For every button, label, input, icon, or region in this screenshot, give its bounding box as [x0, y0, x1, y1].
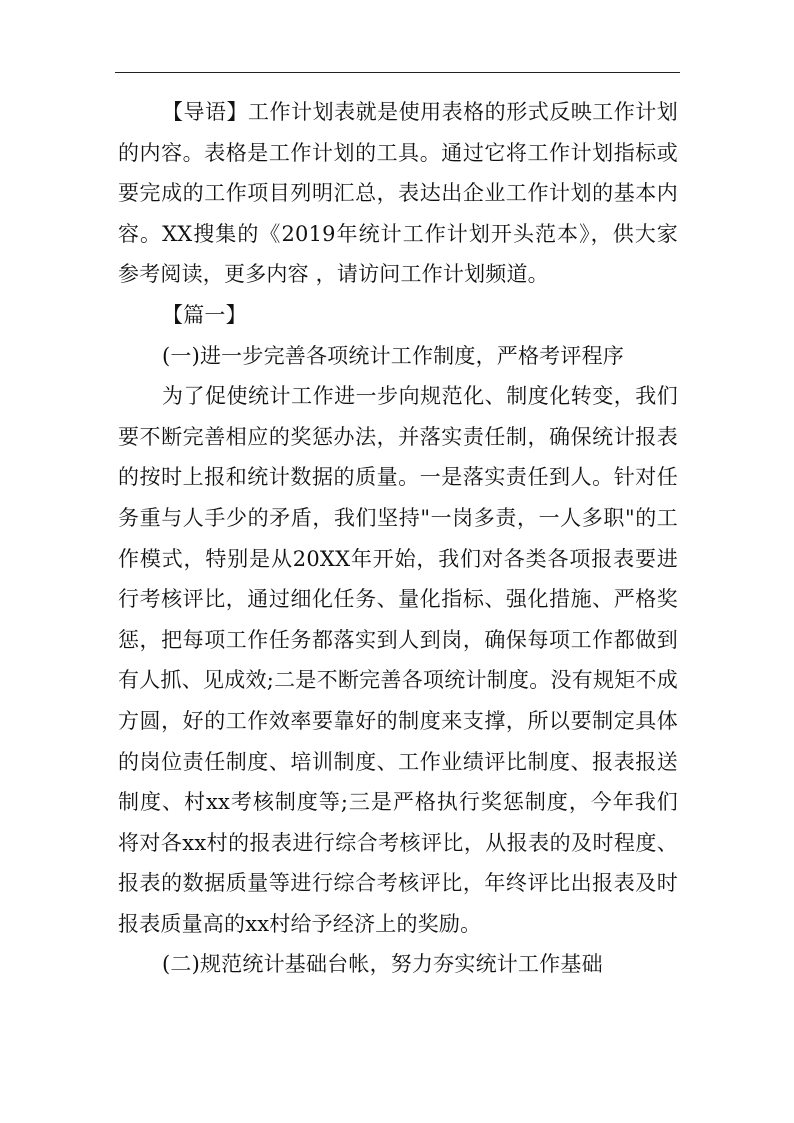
document-body: [118, 92, 678, 985]
header-rule: [115, 72, 680, 73]
intro-paragraph: 【导语】工作计划表就是使用表格的形式反映工作计划的内容。表格是工作计划的工具。通过它将工作计划指标或要完成的工作项目列明汇总，表达出企业工作计划的基本内容。XX搜集的《2019年统计工作计划开头范本》，供大家参考阅读，更多内容 ，请访问工作计划频道。: [118, 100, 678, 287]
part-label: 【篇一】: [162, 302, 247, 327]
body-paragraph-1: 为了促使统计工作进一步向规范化、制度化转变，我们要不断完善相应的奖惩办法，并落实责任制，确保统计报表的按时上报和统计数据的质量。一是落实责任到人。针对任务重与人手少的矛盾，我们坚持"一岗多责，一人多职"的工作模式，特别是从20XX年开始，我们对各类各项报表要进行考核评比，通过细化任务、量化指标、强化措施、严格奖惩，把每项工作任务都落实到人到岗，确保每项工作都做到有人抓、见成效;二是不断完善各项统计制度。没有规矩不成方圆，好的工作效率要靠好的制度来支撑，所以要制定具体的岗位责任制度、培训制度、工作业绩评比制度、报表报送制度、村xx考核制度等;三是严格执行奖惩制度，今年我们将对各xx村的报表进行综合考核评比，从报表的及时程度、报表的数据质量等进行综合考核评比，年终评比出报表及时报表质量高的xx村给予经济上的奖励。: [118, 384, 678, 936]
section-heading-1: (一)进一步完善各项统计工作制度，严格考评程序: [162, 343, 624, 368]
section-heading-2: (二)规范统计基础台帐，努力夯实统计工作基础: [162, 952, 603, 977]
